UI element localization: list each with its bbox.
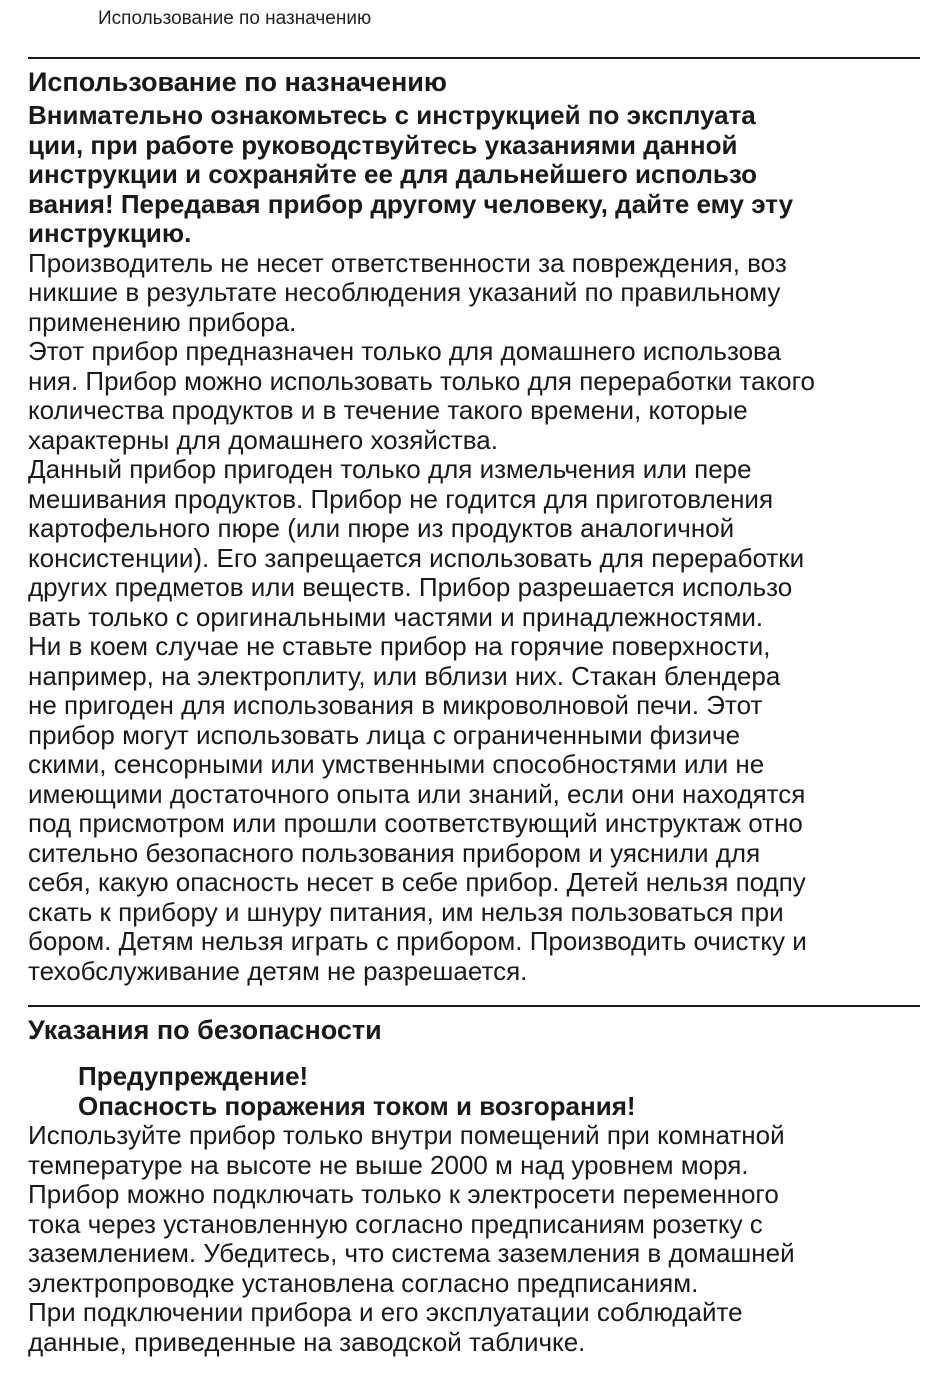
- text-line: Используйте прибор только внутри помещений при комнатной: [28, 1120, 785, 1150]
- text-line: При подключении прибора и его эксплуатации соблюдайте: [28, 1297, 743, 1327]
- text-line: электропроводке установлена согласно предписаниям.: [28, 1267, 699, 1298]
- running-header: Использование по назначению: [98, 8, 372, 29]
- text-line: бором. Детям нельзя играть с прибором. Производить очистку и: [28, 926, 807, 956]
- text-line: инструкции и сохраняйте ее для дальнейшего использо: [28, 159, 757, 189]
- text-line: никшие в результате несоблюдения указаний по правильному: [28, 277, 781, 307]
- intended-use-body: [28, 249, 928, 987]
- text-line: имеющими достаточного опыта или знаний, если они находятся: [28, 778, 806, 809]
- text-line: характерны для домашнего хозяйства.: [28, 424, 498, 455]
- text-line: Предупреждение!: [78, 1061, 309, 1091]
- text-line: ции, при работе руководствуйтесь указаниями данной: [28, 129, 738, 160]
- section-title-intended-use: Использование по назначению: [28, 67, 447, 97]
- text-line: тока через установленную согласно предписаниям розетку с: [28, 1208, 763, 1239]
- text-line: заземлением. Убедитесь, что система заземления в домашней: [28, 1238, 795, 1268]
- section-title-safety: Указания по безопасности: [28, 1015, 382, 1045]
- text-line: Опасность поражения током и возгорания!: [78, 1090, 636, 1121]
- section-intended-use: [28, 64, 928, 986]
- text-line: применению прибора.: [28, 306, 297, 337]
- text-line: прибор могут использовать лица с ограниченными физиче: [28, 719, 741, 750]
- warning-block: [28, 1062, 928, 1121]
- text-line: сительно безопасного пользования прибором и уяснили для: [28, 837, 761, 868]
- text-line: не пригоден для использования в микроволновой печи. Этот: [28, 690, 763, 720]
- section-divider: [28, 1005, 920, 1007]
- intro-bold-paragraph: [28, 101, 928, 249]
- text-line: Прибор можно подключать только к электросети переменного: [28, 1179, 779, 1209]
- text-line: ния. Прибор можно использовать только для переработки такого: [28, 365, 815, 396]
- text-line: данные, приведенные на заводской табличке.: [28, 1326, 586, 1357]
- text-line: Данный прибор пригоден только для измельчения или пере: [28, 454, 752, 484]
- text-line: под присмотром или прошли соответствующий инструктаж отно: [28, 808, 803, 838]
- text-line: инструкцию.: [28, 218, 192, 248]
- text-line: консистенции). Его запрещается использовать для переработки: [28, 542, 805, 573]
- text-line: Ни в коем случае не ставьте прибор на горячие поверхности,: [28, 631, 771, 661]
- text-line: количества продуктов и в течение такого времени, которые: [28, 395, 748, 425]
- text-line: техобслуживание детям не разрешается.: [28, 955, 528, 986]
- safety-body: [28, 1121, 928, 1357]
- text-line: скими, сенсорными или умственными способностями или не: [28, 749, 765, 779]
- text-line: картофельного пюре (или пюре из продуктов аналогичной: [28, 513, 735, 543]
- text-line: других предметов или веществ. Прибор разрешается использо: [28, 572, 793, 602]
- text-line: Этот прибор предназначен только для домашнего использова: [28, 336, 782, 366]
- text-line: скать к прибору и шнуру питания, им нельзя пользоваться при: [28, 896, 784, 927]
- text-line: себя, какую опасность несет в себе прибор. Детей нельзя подпу: [28, 867, 806, 897]
- text-line: температуре на высоте не выше 2000 м над уровнем моря.: [28, 1149, 749, 1180]
- text-line: вания! Передавая прибор другому человеку, дайте ему эту: [28, 188, 794, 219]
- section-safety: [28, 1012, 928, 1357]
- text-line: например, на электроплиту, или вблизи них. Стакан блендера: [28, 660, 781, 691]
- text-line: Внимательно ознакомьтесь с инструкцией по эксплуата: [28, 100, 756, 130]
- text-line: мешивания продуктов. Прибор не годится для приготовления: [28, 483, 774, 514]
- top-divider: [28, 57, 920, 59]
- text-line: Производитель не несет ответственности за повреждения, воз: [28, 247, 787, 278]
- text-line: вать только с оригинальными частями и принадлежностями.: [28, 601, 764, 632]
